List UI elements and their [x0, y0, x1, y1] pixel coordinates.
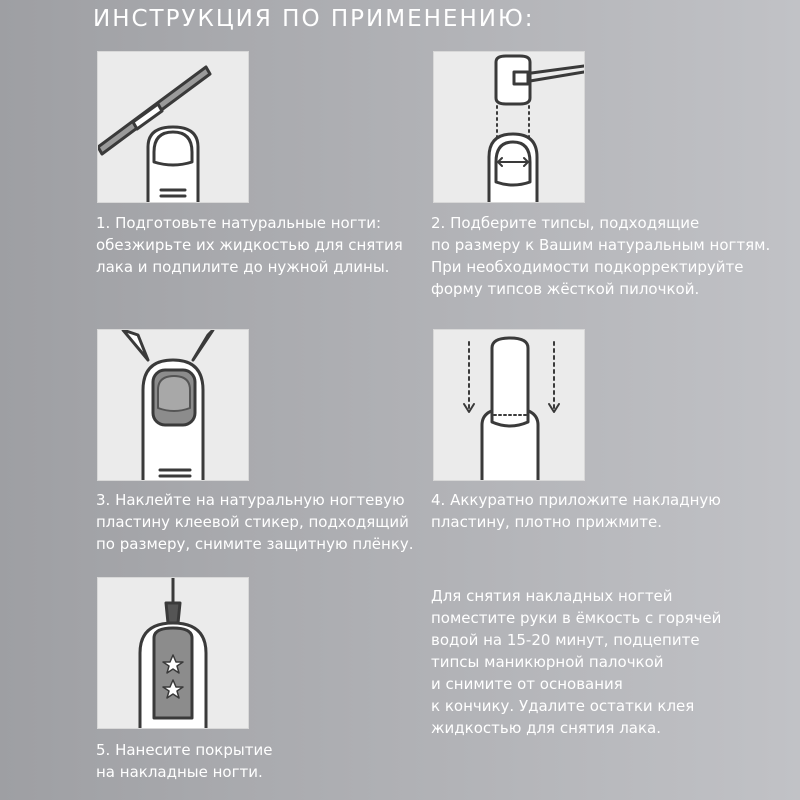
step-2-text: 2. Подберите типсы, подходящие по размеру к Вашим натуральным ногтям. При необходимости подкорректируйте форму типсов жёсткой пилочкой. — [431, 214, 771, 298]
nail-file-illustration — [97, 51, 249, 203]
sticker-illustration — [97, 329, 249, 481]
polish-illustration — [97, 577, 249, 729]
tip-apply-illustration — [433, 329, 585, 481]
removal-instructions: Для снятия накладных ногтей поместите руки в ёмкость с горячей водой на 15-20 минут, подцепите типсы маникюрной палочкой и снимите от основания к кончику. Удалите остатки клея жидкостью для снятия лака. — [431, 587, 722, 737]
page-title: ИНСТРУКЦИЯ ПО ПРИМЕНЕНИЮ: — [93, 6, 535, 32]
step-5-text: 5. Нанесите покрытие на накладные ногти. — [96, 741, 273, 781]
step-3-text: 3. Наклейте на натуральную ногтевую пластину клеевой стикер, подходящий по размеру, снимите защитную плёнку. — [96, 491, 414, 553]
step-4-text: 4. Аккуратно приложите накладную пластину, плотно прижмите. — [431, 491, 721, 531]
step-1-text: 1. Подготовьте натуральные ногти: обезжирьте их жидкостью для снятия лака и подпилите до нужной длины. — [96, 214, 403, 276]
tip-sizing-illustration — [433, 51, 585, 203]
